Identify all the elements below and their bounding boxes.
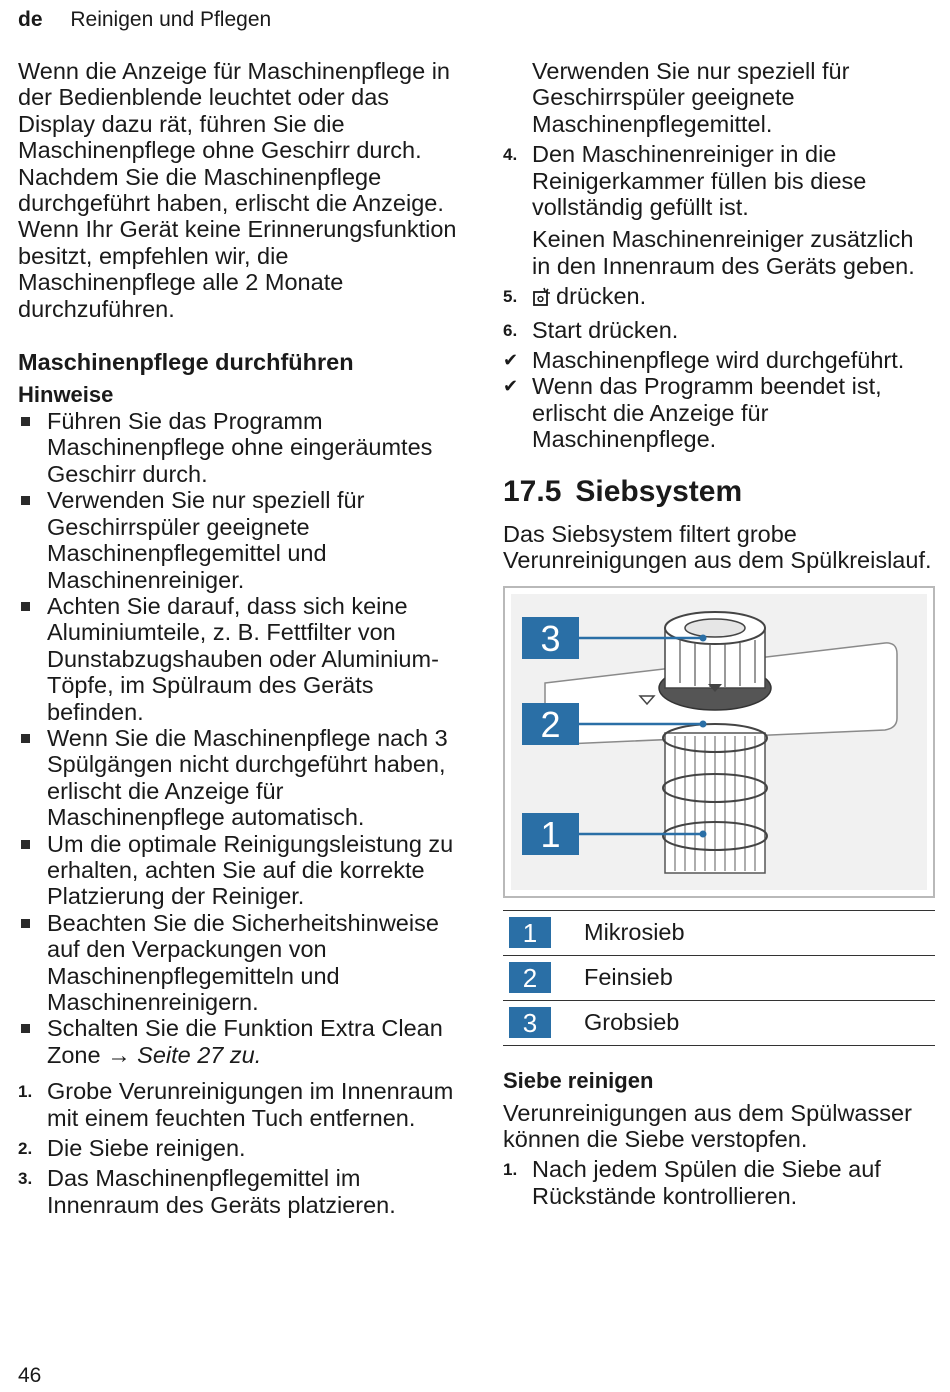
step-item: 4. Den Maschinenreiniger in die Reinigerkammer füllen bis diese vollständig gefüllt ist. Keinen Maschinenreiniger zusätzlich in den Innenraum des Geräts geben. [503, 141, 935, 279]
cleaning-steps [503, 1156, 935, 1209]
filter-system-figure [503, 586, 935, 898]
legend-number: 1 [509, 917, 551, 948]
sub-intro: Verunreinigungen aus dem Spülwasser können die Siebe verstopfen. [503, 1099, 912, 1152]
checkmark-icon: ✔ [503, 376, 519, 397]
figure-label-3: 3 [540, 617, 561, 659]
legend-row [503, 1001, 935, 1046]
notes-list [18, 408, 458, 1068]
page-header [18, 8, 271, 32]
section-title: Reinigen und Pflegen [70, 8, 272, 31]
steps-list [18, 1078, 458, 1218]
figure-label-1: 1 [540, 813, 561, 855]
step-item: 3. Das Maschinenpflegemittel im Innenraum des Geräts platzieren. [18, 1165, 396, 1218]
note-item: Führen Sie das Programm Maschinenpflege ohne eingeräumtes Geschirr durch. [18, 408, 458, 487]
note-item: Verwenden Sie nur speziell für Geschirrspüler geeignete Maschinenpflegemittel und Maschinenreiniger. [18, 487, 458, 593]
right-column [503, 58, 935, 1213]
step3-continuation: Verwenden Sie nur speziell für Geschirrspüler geeignete Maschinenpflegemittel. [532, 58, 850, 137]
section-number: 17.5 [503, 474, 562, 508]
step4-note: Keinen Maschinenreiniger zusätzlich in den Innenraum des Geräts geben. [532, 226, 915, 279]
legend-label: Feinsieb [584, 964, 673, 991]
step-item: 1. Nach jedem Spülen die Siebe auf Rückstände kontrollieren. [503, 1156, 881, 1209]
steps-list-continued [503, 141, 935, 343]
figure-legend [503, 910, 935, 1046]
result-item: ✔ Maschinenpflege wird durchgeführt. [503, 347, 905, 374]
left-column [18, 58, 458, 1222]
machine-care-icon [532, 286, 552, 312]
section-name: Siebsystem [575, 474, 743, 508]
result-item: ✔ Wenn das Programm beendet ist, erlischt die Anzeige für Maschinenpflege. [503, 373, 882, 453]
note-suffix: zu. [229, 1041, 262, 1068]
step-item: 6. Start drücken. [503, 316, 679, 343]
step-item: 5. drücken. [503, 283, 935, 312]
legend-row [503, 956, 935, 1001]
heading-maschinenpflege: Maschinenpflege durchführen [18, 349, 354, 376]
intro-paragraph: Wenn die Anzeige für Maschinenpflege in der Bedienblende leuchtet oder das Display dazu rät, führen Sie die Maschinenpflege ohne Geschirr durch. Nachdem Sie die Maschinenpflege durchgeführt haben, erlischt die Anzeige. Wenn Ihr Gerät keine Erinnerungsfunktion besitzt, empfehlen wir, die Maschinenpflege alle 2 Monate durchzuführen. [18, 58, 457, 322]
legend-number: 3 [509, 1007, 551, 1038]
legend-label: Grobsieb [584, 1009, 680, 1036]
note-item: Wenn Sie die Maschinenpflege nach 3 Spülgängen nicht durchgeführt haben, erlischt die Anzeige für Maschinenpflege automatisch. [18, 725, 458, 831]
arrow-right-icon: → [107, 1041, 131, 1068]
figure-label-2: 2 [540, 703, 561, 745]
legend-number: 2 [509, 962, 551, 993]
step-item: 1. Grobe Verunreinigungen im Innenraum mit einem feuchten Tuch entfernen. [18, 1078, 454, 1131]
note-item: Achten Sie darauf, dass sich keine Aluminiumteile, z. B. Fettfilter von Dunstabzugshauben oder Aluminium-Töpfe, im Spülraum des Geräts befinden. [18, 593, 458, 725]
page-number: 46 [18, 1364, 42, 1387]
checkmark-icon: ✔ [503, 350, 519, 371]
note-text: Schalten Sie die Funktion Extra Clean Zone [47, 1015, 443, 1068]
legend-row [503, 911, 935, 956]
note-item-extra-clean-zone [18, 1015, 458, 1068]
section-heading [503, 475, 935, 509]
page-reference-link[interactable]: Seite 27 [137, 1041, 224, 1068]
legend-label: Mikrosieb [584, 919, 685, 946]
section-intro: Das Siebsystem filtert grobe Verunreinigungen aus dem Spülkreislauf. [503, 520, 932, 574]
notes-heading: Hinweise [18, 382, 114, 408]
step-item: 2. Die Siebe reinigen. [18, 1135, 246, 1162]
note-item: Beachten Sie die Sicherheitshinweise auf den Verpackungen von Maschinenpflegemitteln und Maschinenreinigern. [18, 910, 458, 1016]
language-code: de [18, 8, 43, 31]
filter-illustration [505, 588, 933, 896]
subheading-siebe-reinigen: Siebe reinigen [503, 1067, 654, 1093]
note-item: Um die optimale Reinigungsleistung zu erhalten, achten Sie auf die korrekte Platzierung der Reiniger. [18, 831, 458, 910]
